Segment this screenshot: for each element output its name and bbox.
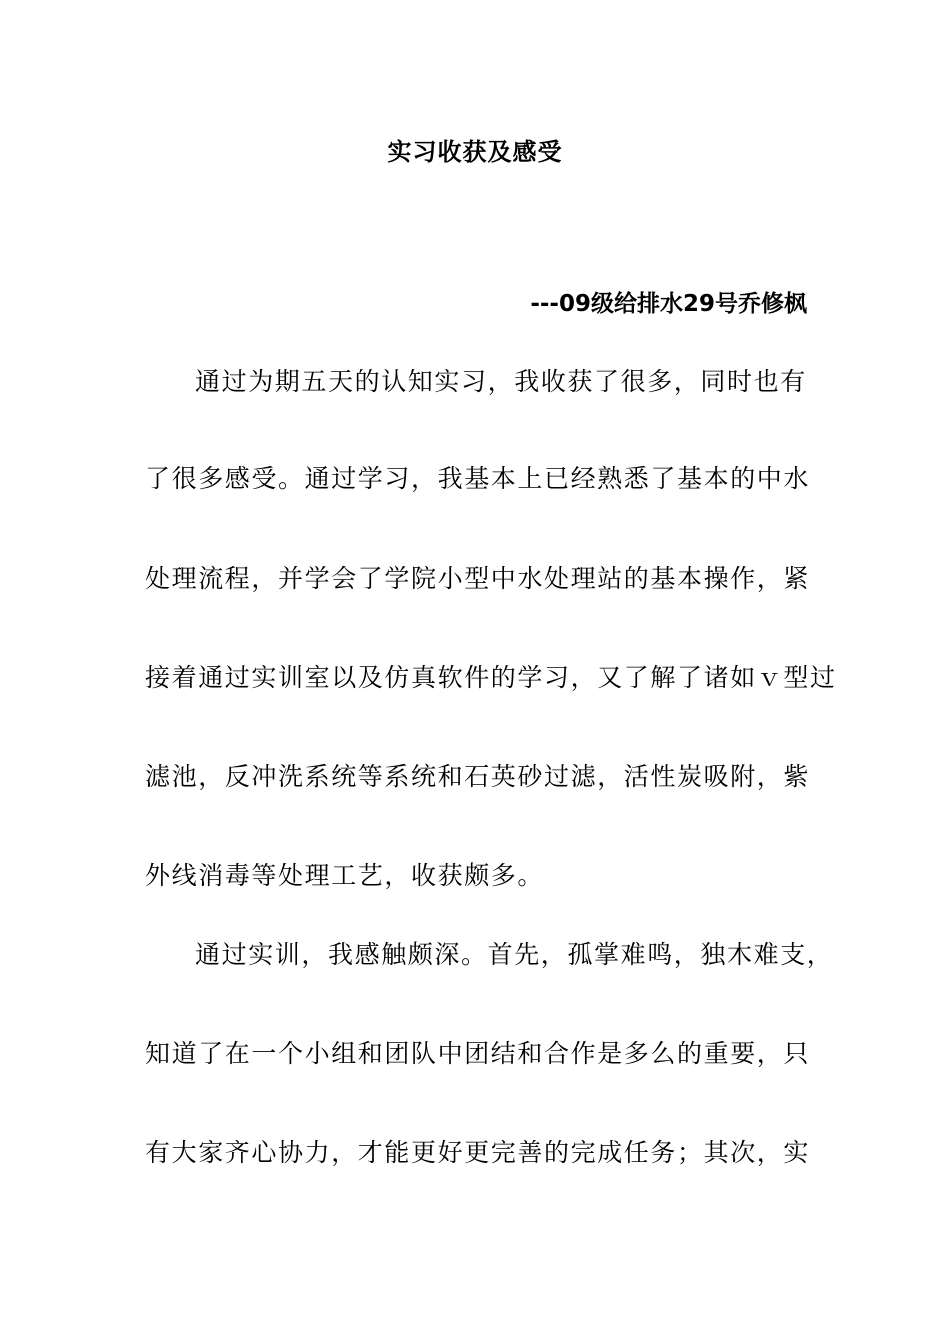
paragraph-1-line-2: 了很多感受。通过学习，我基本上已经熟悉了基本的中水 <box>145 464 811 493</box>
paragraph-2-line-3: 有大家齐心协力，才能更好更完善的完成任务；其次，实 <box>145 1138 811 1167</box>
paragraph-1-line-5: 滤池，反冲洗系统等系统和石英砂过滤，活性炭吸附，紫 <box>145 762 811 791</box>
paragraph-1-line-3: 处理流程，并学会了学院小型中水处理站的基本操作，紧 <box>145 564 811 593</box>
paragraph-2-line-1: 通过实训，我感触颇深。首先，孤掌难鸣，独木难支， <box>195 940 834 969</box>
paragraph-2-line-2: 知道了在一个小组和团队中团结和合作是多么的重要，只 <box>145 1039 811 1068</box>
author-byline: ---09级给排水29号乔修枫 <box>530 291 807 317</box>
paragraph-1-line-1: 通过为期五天的认知实习，我收获了很多，同时也有 <box>195 367 807 396</box>
document-title: 实习收获及感受 <box>387 138 563 166</box>
paragraph-1-line-6: 外线消毒等处理工艺，收获颇多。 <box>145 861 545 890</box>
paragraph-1-line-4: 接着通过实训室以及仿真软件的学习，又了解了诸如ｖ型过 <box>145 663 837 692</box>
